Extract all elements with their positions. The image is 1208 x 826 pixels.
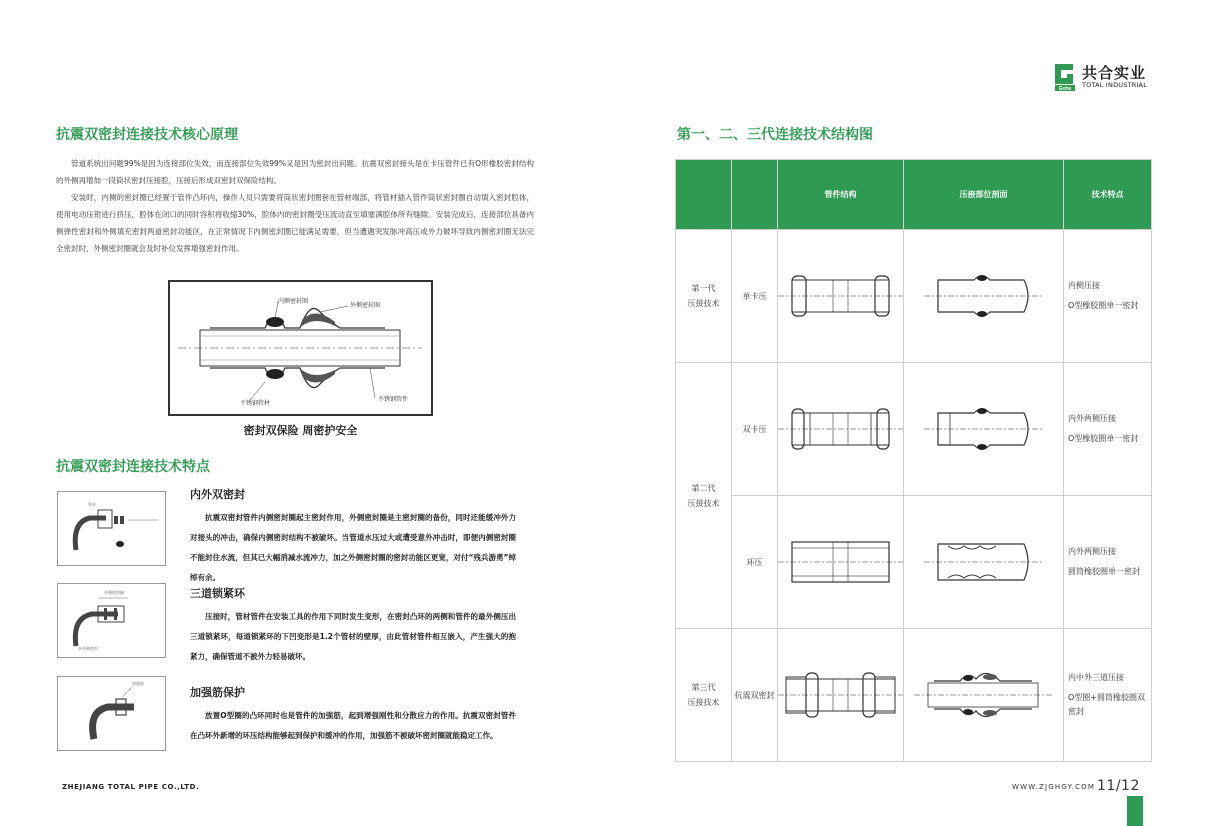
- pipe-elbow-icon: [58, 492, 165, 565]
- tech-name-cell: 单卡压: [732, 230, 778, 363]
- svg-text:Gohe: Gohe: [1058, 86, 1072, 92]
- table-header-row: [676, 160, 1152, 230]
- feature-image-1: [57, 491, 166, 566]
- pipe-elbow-icon: [58, 677, 165, 750]
- feature-image-label: 单外侧密封: [78, 646, 98, 651]
- label-outer-seal: 外侧密封圈: [350, 302, 381, 309]
- brand-logo: [1053, 62, 1153, 92]
- principle-paragraph: 管道系统出问题99%是因为连接部位失效，而连接部位失效99%又是因为密封出问题。抗震双密封接头是在卡压管件已有O形橡胶密封结构的外侧再增加一段筒状密封压接腔，压接后形成双密封双保险结构。: [56, 159, 534, 185]
- principle-text: [56, 155, 534, 257]
- feature-line: O型橡胶圈单一密封: [1068, 301, 1139, 310]
- fitting-structure-cell: [778, 230, 904, 363]
- footer-url: WWW.ZJGHGY.COM: [1012, 783, 1096, 791]
- structure-title: 第一、二、三代连接技术结构图: [677, 127, 873, 143]
- footer-accent-bar: [1127, 796, 1143, 826]
- feature-image-label: 外侧密封圈: [104, 590, 124, 595]
- seal-diagram: [168, 280, 433, 416]
- structure-table: [675, 159, 1152, 762]
- table-header-cell: 管件结构: [778, 160, 904, 230]
- brand-name-en: TOTAL INDUSTRIAL: [1082, 81, 1148, 89]
- feature-image-2: [57, 583, 166, 658]
- feature-line: 圆筒橡胶圈单一密封: [1068, 567, 1140, 576]
- features-cell: [1064, 230, 1152, 363]
- feature-heading: 内外双密封: [190, 488, 245, 501]
- feature-block-3: [190, 684, 516, 746]
- anti-seismic-section-icon: [904, 665, 1063, 725]
- tech-name-cell: 双卡压: [732, 363, 778, 496]
- features-title: 抗震双密封连接技术特点: [56, 459, 210, 475]
- table-header-cell: [732, 160, 778, 230]
- feature-line: 内中外三道压接: [1068, 673, 1124, 682]
- table-row: [676, 363, 1152, 496]
- label-fitting: 不锈钢管件: [378, 396, 409, 403]
- table-row: [676, 230, 1152, 363]
- table-row: [676, 496, 1152, 629]
- page-number: 11/12: [1097, 778, 1140, 794]
- table-header-cell: [676, 160, 732, 230]
- feature-image-label: 管材: [88, 502, 96, 507]
- diagram-caption: 密封双保险 周密护安全: [243, 424, 358, 437]
- feature-block-1: [190, 486, 516, 588]
- fitting-structure-cell: [778, 629, 904, 762]
- feature-image-3: [57, 676, 166, 751]
- press-section-cell: [904, 230, 1064, 363]
- feature-line: O型橡胶圈单一密封: [1068, 434, 1139, 443]
- press-section-cell: [904, 363, 1064, 496]
- feature-line: 内外两侧压接: [1068, 414, 1116, 423]
- table-header-cell: 压接部位剖面: [904, 160, 1064, 230]
- generation-cell: 第二代 压接技术: [676, 363, 732, 629]
- feature-line: O型圈+圆筒橡胶圈双密封: [1068, 693, 1145, 716]
- features-cell: [1064, 629, 1152, 762]
- generation-cell: 第一代 压接技术: [676, 230, 732, 363]
- label-pipe: 不锈钢管材: [240, 400, 271, 407]
- feature-line: 内侧压接: [1068, 281, 1100, 290]
- features-cell: [1064, 496, 1152, 629]
- feature-text: 抗震双密封管件内侧密封圈起主密封作用，外侧密封圈是主密封圈的备份，同时还能缓冲外力对接头的冲击，确保内侧密封结构不被破坏。当管道水压过大或遭受意外冲击时，即便内侧密封圈不能封住水流，但其已大幅消减水流冲力，加之外侧密封圈的密封功能区更宽，对付“残兵游勇”绰绰有余。: [190, 513, 516, 582]
- table-row: [676, 629, 1152, 762]
- footer-company: ZHEJIANG TOTAL PIPE CO.,LTD.: [62, 783, 200, 791]
- principle-title: 抗震双密封连接技术核心原理: [56, 127, 238, 143]
- table-header-cell: 技术特点: [1064, 160, 1152, 230]
- brand-name-cn: 共合实业: [1082, 64, 1147, 82]
- fitting-structure-cell: [778, 363, 904, 496]
- feature-line: 内外两侧压接: [1068, 547, 1116, 556]
- ring-press-section-icon: [904, 532, 1063, 592]
- feature-heading: 加强筋保护: [190, 686, 245, 699]
- double-press-section-icon: [904, 399, 1063, 459]
- feature-text: 放置O型圈的凸环同时也是管件的加强筋，起到增强刚性和分散应力的作用。抗震双密封管件在凸环外新增的环压结构能够起到保护和缓冲的作用，加强筋不被破坏密封圈就能稳定工作。: [190, 711, 516, 740]
- double-press-fitting-icon: [778, 399, 903, 459]
- generation-cell: 第三代 压接技术: [676, 629, 732, 762]
- feature-heading: 三道锁紧环: [190, 587, 245, 600]
- features-cell: [1064, 363, 1152, 496]
- feature-text: 压接时，管材管件在安装工具的作用下同时发生变形，在密封凸环的两侧和管件的最外侧压出三道锁紧环，每道锁紧环的下凹变形是1.2个管材的壁厚，由此管材管件相互嵌入，产生强大的抱紧力，确保管道不被外力轻易破坏。: [190, 612, 516, 661]
- single-press-fitting-icon: [778, 266, 903, 326]
- tech-name-cell: 环压: [732, 496, 778, 629]
- fitting-structure-cell: [778, 496, 904, 629]
- ring-press-fitting-icon: [778, 532, 903, 592]
- tech-name-cell: 抗震双密封: [732, 629, 778, 762]
- feature-block-2: [190, 585, 516, 667]
- label-inner-seal: 内侧密封圈: [278, 298, 309, 305]
- feature-image-label: 加强筋: [132, 681, 144, 686]
- press-section-cell: [904, 629, 1064, 762]
- press-section-cell: [904, 496, 1064, 629]
- logo-mark-icon: [1053, 62, 1077, 92]
- principle-paragraph: 安装时，内侧的密封圈已经置于管件凸环内，操作人员只需要将筒状密封圈套在管材端部，将管材插入管件筒状密封圈自动填入密封腔体，使用电动压钳进行挤压，腔体在闭口的同时容积将收缩30%，腔体内的密封圈受压流动直至填塞满腔体所有缝隙。安装完成后，连接部位具备内侧弹性密封和外侧填充密封两道密封功能区，在正常情况下内侧密封圈已能满足需要，但当遭遇突发脉冲高压或外力破坏导致内侧密封圈无法完全密封时，外侧密封圈就会及时补位发挥增强密封作用。: [56, 193, 534, 253]
- anti-seismic-fitting-icon: [778, 665, 903, 725]
- single-press-section-icon: [904, 266, 1063, 326]
